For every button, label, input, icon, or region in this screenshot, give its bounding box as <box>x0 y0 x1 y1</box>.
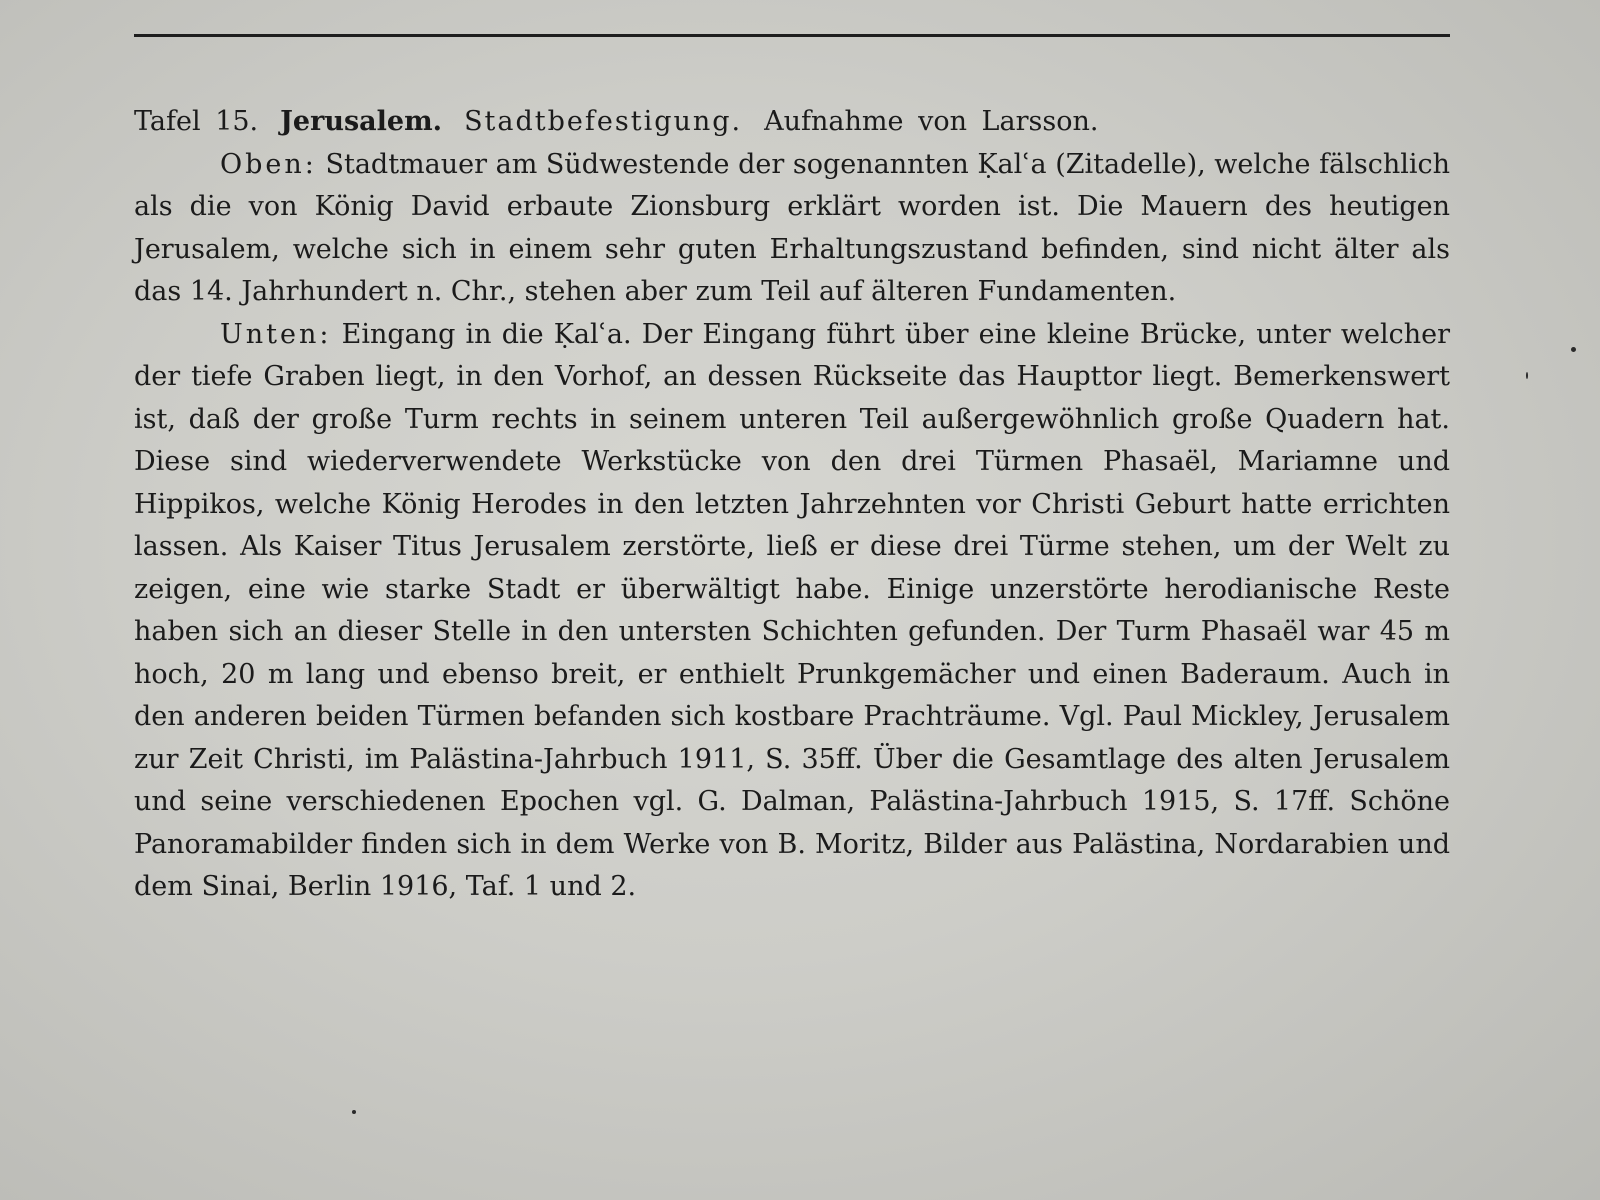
photo-credit: Aufnahme von Larsson. <box>764 106 1099 137</box>
paragraph-bottom-text: Eingang in die Ḳalʿa. Der Eingang führt über eine kleine Brücke, unter welcher der tiefe Graben liegt, in den Vorhof, an dessen Rückseite das Haupttor liegt. Bemerkenswert ist, daß der große Turm rechts in seinem unteren Teil außergewöhnlich große Quadern hat. Diese sind wiederverwendete Werkstücke von den drei Türmen Phasaël, Mariamne und Hippikos, welche König Herodes in den letzten Jahrzehnten vor Christi Geburt hatte errichten lassen. Als Kaiser Titus Jerusalem zerstörte, ließ er diese drei Türme stehen, um der Welt zu zeigen, eine wie starke Stadt er überwältigt habe. Einige unzerstörte herodianische Reste haben sich an dieser Stelle in den untersten Schichten gefunden. Der Turm Phasaël war 45 m hoch, 20 m lang und ebenso breit, er enthielt Prunkgemächer und einen Baderaum. Auch in den anderen beiden Türmen befanden sich kostbare Prachträume. Vgl. Paul Mickley, Jerusalem zur Zeit Christi, im Palästina-Jahrbuch 1911, S. 35ff. Über die Gesamtlage des alten Jerusalem und seine verschiedenen Epochen vgl. G. Dalman, Palästina-Jahrbuch 1915, S. 17ff. Schöne Panoramabilder finden sich in dem Werke von B. Moritz, Bilder aus Palästina, Nordarabien und dem Sinai, Berlin 1916, Taf. 1 und 2. <box>134 318 1450 902</box>
top-rule <box>134 34 1450 37</box>
paper-speck <box>352 1110 356 1114</box>
plate-number: Tafel 15. <box>134 106 259 137</box>
paper-speck <box>1526 372 1528 379</box>
plate-heading <box>134 101 1450 144</box>
paragraph-top-text: Stadtmauer am Südwestende der sogenannten Ḳalʿa (Zitadelle), welche fälschlich als die von König David erbaute Zionsburg erklärt worden ist. Die Mauern des heutigen Jerusalem, welche sich in einem sehr guten Erhaltungszustand befinden, sind nicht älter als das 14. Jahrhundert n. Chr., stehen aber zum Teil auf älteren Fundamenten. <box>134 148 1450 307</box>
plate-topic: Stadtbefestigung. <box>464 106 743 137</box>
paragraph-top <box>134 144 1450 314</box>
paragraph-bottom <box>134 314 1450 909</box>
paragraph-bottom-lead: Unten: <box>220 318 332 350</box>
plate-city: Jerusalem. <box>280 106 443 137</box>
paper-speck <box>1571 347 1576 352</box>
caption-text-block <box>134 101 1450 909</box>
paragraph-top-lead: Oben: <box>220 148 317 180</box>
